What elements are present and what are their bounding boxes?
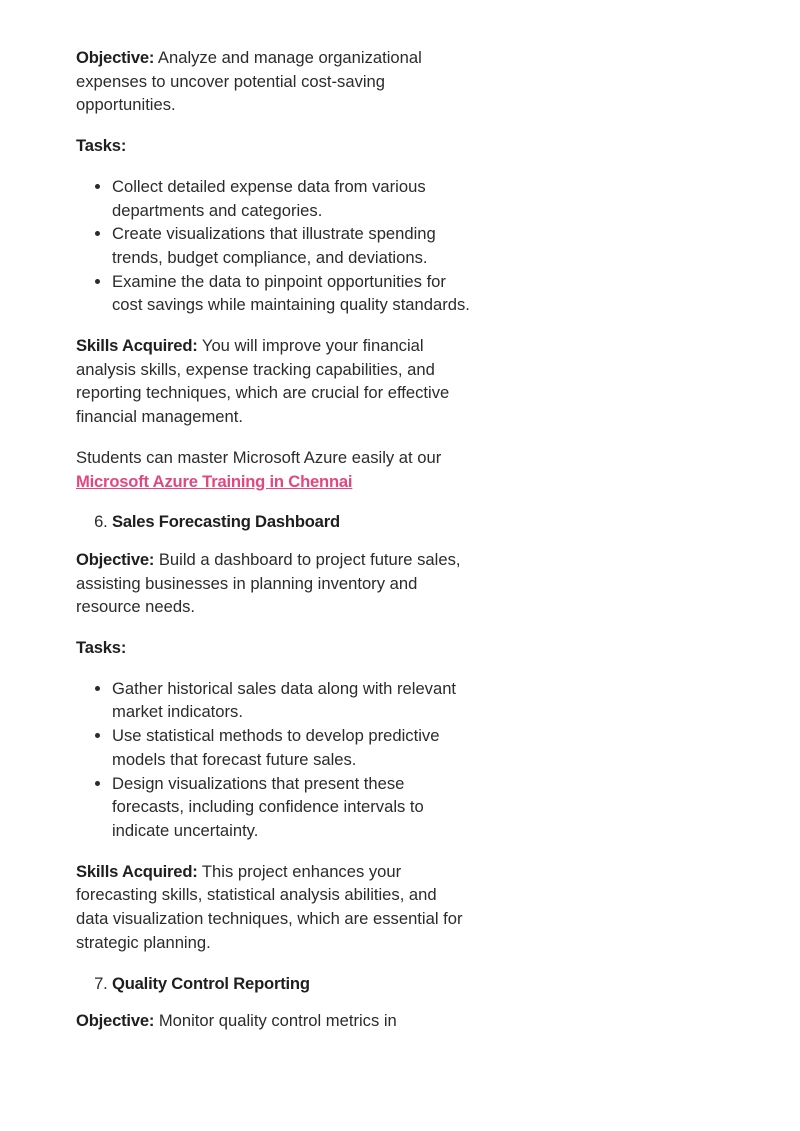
tasks-heading bbox=[76, 636, 471, 660]
objective-text: Monitor quality control metrics in bbox=[154, 1011, 397, 1031]
objective-label: Objective: bbox=[76, 549, 155, 569]
task-item: • Create visualizations that illustrate spending trends, budget compliance, and deviations. bbox=[112, 222, 471, 269]
tasks-list bbox=[76, 677, 471, 843]
tasks-list bbox=[76, 175, 471, 317]
task-item: • Design visualizations that present these forecasts, including confidence intervals to indicate uncertainty. bbox=[112, 772, 471, 843]
tasks-heading bbox=[76, 134, 471, 158]
objective-paragraph bbox=[76, 46, 471, 117]
promo-text: Students can master Microsoft Azure easily at our bbox=[76, 447, 442, 467]
project-title: 6. Sales Forecasting Dashboard bbox=[112, 510, 471, 534]
objective-paragraph bbox=[76, 1009, 471, 1033]
objective-text: Analyze and manage organizational expenses to uncover potential cost-saving opportunities. bbox=[76, 48, 422, 115]
project-heading-list bbox=[76, 510, 471, 534]
skills-text: This project enhances your forecasting skills, statistical analysis abilities, and data visualization techniques, which are essential for strategic planning. bbox=[76, 861, 463, 952]
task-item: • Gather historical sales data along with relevant market indicators. bbox=[112, 677, 471, 724]
skills-paragraph bbox=[76, 860, 471, 955]
article-body bbox=[76, 46, 471, 1050]
promo-paragraph bbox=[76, 446, 471, 493]
skills-paragraph bbox=[76, 334, 471, 429]
objective-label: Objective: bbox=[76, 48, 155, 67]
project-heading-list bbox=[76, 972, 471, 996]
task-item: • Use statistical methods to develop predictive models that forecast future sales. bbox=[112, 724, 471, 771]
task-item: • Examine the data to pinpoint opportunities for cost savings while maintaining quality standards. bbox=[112, 270, 471, 317]
azure-training-link[interactable]: Microsoft Azure Training in Chennai bbox=[76, 471, 353, 491]
skills-label: Skills Acquired: bbox=[76, 861, 198, 881]
objective-paragraph bbox=[76, 548, 471, 619]
task-item: • Collect detailed expense data from various departments and categories. bbox=[112, 175, 471, 222]
skills-label: Skills Acquired: bbox=[76, 336, 198, 356]
tasks-label: Tasks: bbox=[76, 638, 127, 658]
objective-text: Build a dashboard to project future sales, assisting businesses in planning inventory and resource needs. bbox=[76, 549, 461, 617]
project-title: 7. Quality Control Reporting bbox=[112, 972, 471, 996]
tasks-label: Tasks: bbox=[76, 136, 127, 156]
objective-label: Objective: bbox=[76, 1011, 155, 1031]
skills-text: You will improve your financial analysis skills, expense tracking capabilities, and reporting techniques, which are crucial for effective financial management. bbox=[76, 336, 450, 427]
